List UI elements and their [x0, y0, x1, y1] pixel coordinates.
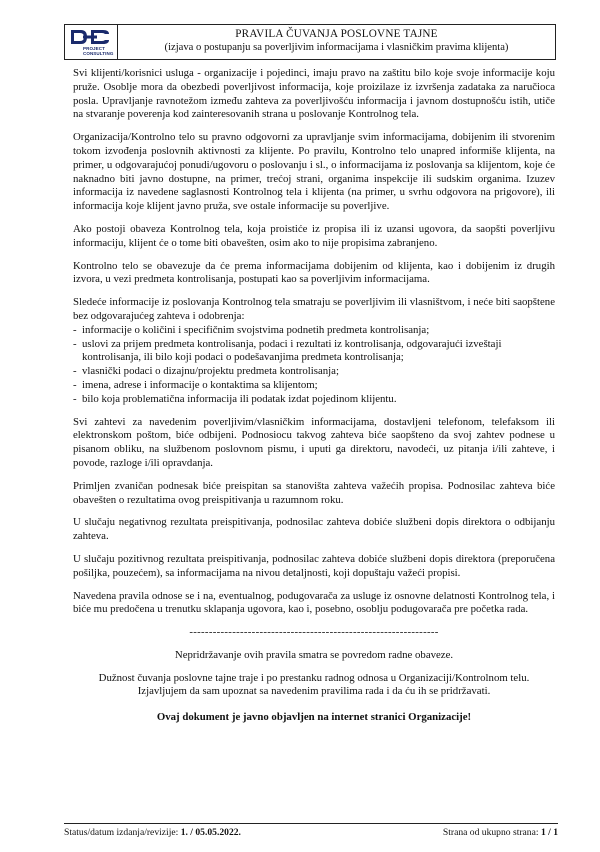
closing-line-2: Dužnost čuvanja poslovne tajne traje i po prestanku radnog odnosa u Organizaciji/Kontrolnom telu. Izjavljujem da sam upoznat sa navedenim pravilima rada i da ću ih se pridržavati.: [98, 671, 530, 698]
document-body: [73, 67, 555, 725]
paragraph: Primljen zvaničan podnesak biće preispitan sa stanovišta zahteva važećih propisa. Podnosilac zahteva biće obavešten o rezultatima ovog preispitivanja u razumnom roku.: [73, 479, 555, 506]
list-item: - informacije o količini i specifičnim svojstvima podnetih predmeta kontrolisanja;: [73, 324, 555, 338]
list-item: - uslovi za prijem predmeta kontrolisanja, podaci i rezultati iz kontrolisanja, odgovarajući izveštaji kontrolisanja, ili bilo koji podaci o podešavanjima predmeta kontrolisanja;: [73, 338, 555, 366]
confidential-info-list: [73, 324, 555, 407]
paragraph: Svi klijenti/korisnici usluga - organizacije i pojedinci, imaju pravo na zaštitu bilo koje svoje informacije koju pruže. Osoblje mora da obezbedi poverljivost informacija, koje proizilaze iz izvršenja zadataka za naručioca posla. Upravljanje ravnotežom između zahteva za poverljivošću informacija i javnom dostupnošću istih, utiče na stvaranje poverenja kod zainteresovanih strana u poslovanje Kontrolnog tela.: [73, 67, 555, 121]
footer-page-value: 1 / 1: [540, 827, 558, 838]
list-item: - imena, adrese i informacije o kontaktima sa klijentom;: [73, 379, 555, 393]
document-header: [64, 24, 556, 60]
logo-text-line1: PROJECT: [83, 46, 105, 51]
footer-status-value: 1. / 05.05.2022.: [180, 827, 241, 838]
list-item: - bilo koja problematična informacija ili podatak izdat pojedinom klijentu.: [73, 393, 555, 407]
company-logo: [65, 25, 118, 59]
document-subtitle: (izjava o postupanju sa poverljivim informacijama i vlasničkim pravima klijenta): [164, 42, 509, 53]
list-item: - vlasnički podaci o dizajnu/projektu predmeta kontrolisanja;: [73, 365, 555, 379]
footer-page-label: Strana od ukupno strana:: [442, 827, 541, 838]
separator-line: ----------------------------------------------------------------: [189, 626, 439, 639]
document-title: PRAVILA ČUVANJA POSLOVNE TAJNE: [235, 28, 438, 40]
title-block: [118, 25, 555, 59]
public-notice: Ovaj dokument je javno objavljen na internet stranici Organizacije!: [156, 711, 472, 724]
closing-line-1: Nepridržavanje ovih pravila smatra se povredom radne obaveze.: [174, 648, 454, 661]
paragraph: Kontrolno telo se obavezuje da će prema informacijama dobijenim od klijenta, kao i dobijenim iz drugih izvora, u vezi predmeta kontrolisanja, postupati kao sa poverljivim informacijama.: [73, 259, 555, 286]
paragraph: Organizacija/Kontrolno telo su pravno odgovorni za upravljanje svim informacijama, dobijenim ili stvorenim tokom izvođenja poslovnih aktivnosti za klijente. Po pravilu, Kontrolno telo unapred informiše klijenta, na primer, u odgovarajućoj ponudi/ugovoru o poslovanju i sl., o informacijama iz poslovanja sa klijentom, koje će naknadno biti javno dostupne, na primer, trećoj strani, organima inspekcije ili sudskim organima. Izuzev informacija iz navedene saglasnosti Kontrolnog tela i klijenta (na primer, u svrhu odgovora na prigovore), ili informacija koje klijent javno pruža, sve ostale informacije su poverljive.: [73, 131, 555, 213]
logo-text-line2: CONSULTING: [83, 51, 114, 56]
footer-status: [64, 827, 241, 839]
footer-page: [443, 827, 558, 839]
paragraph: Svi zahtevi za navedenim poverljivim/vlasničkim informacijama, dostavljeni telefonom, telefaksom ili elektronskom poštom, biće odbijeni. Podnosiocu takvog zahteva biće saopšteno da svoj zahtev podnese u pisanom obliku, na službenom poslovnom pismu, i uputi ga direktoru, navodeći, uz pitanja i/ili zahteve, i povode, razloge i/ili opravdanja.: [73, 415, 555, 469]
document-footer: [64, 823, 558, 839]
paragraph: U slučaju negativnog rezultata preispitivanja, podnosilac zahteva dobiće službeni dopis direktora o odbijanju zahteva.: [73, 516, 555, 543]
paragraph: U slučaju pozitivnog rezultata preispitivanja, podnosilac zahteva dobiće službeni dopis direktora (preporučena pošiljka, pouzećem), sa informacijama na nivou detaljnosti, koji dopuštaju važeći propisi.: [73, 552, 555, 579]
paragraph: Navedena pravila odnose se i na, eventualnog, podugovarača za usluge iz osnovne delatnosti Kontrolnog tela, i biće mu predočena u trenutku sklapanja ugovora, kao i, posebno, osoblju podugovarača pre početka rada.: [73, 589, 555, 616]
paragraph: Sledeće informacije iz poslovanja Kontrolnog tela smatraju se poverljivim ili vlasništvom, i neće biti saopštene bez odgovarajućeg zahteva i odobrenja:: [73, 296, 555, 322]
paragraph: Ako postoji obaveza Kontrolnog tela, koja proistiće iz propisa ili iz uzansi ugovora, da saopšti poverljivu informaciju, klijent će o tome biti obavešten, osim ako to nije propisima zabranjeno.: [73, 222, 555, 249]
footer-status-label: Status/datum izdanja/revizije:: [64, 827, 181, 838]
logo-mark-icon: [69, 28, 113, 46]
